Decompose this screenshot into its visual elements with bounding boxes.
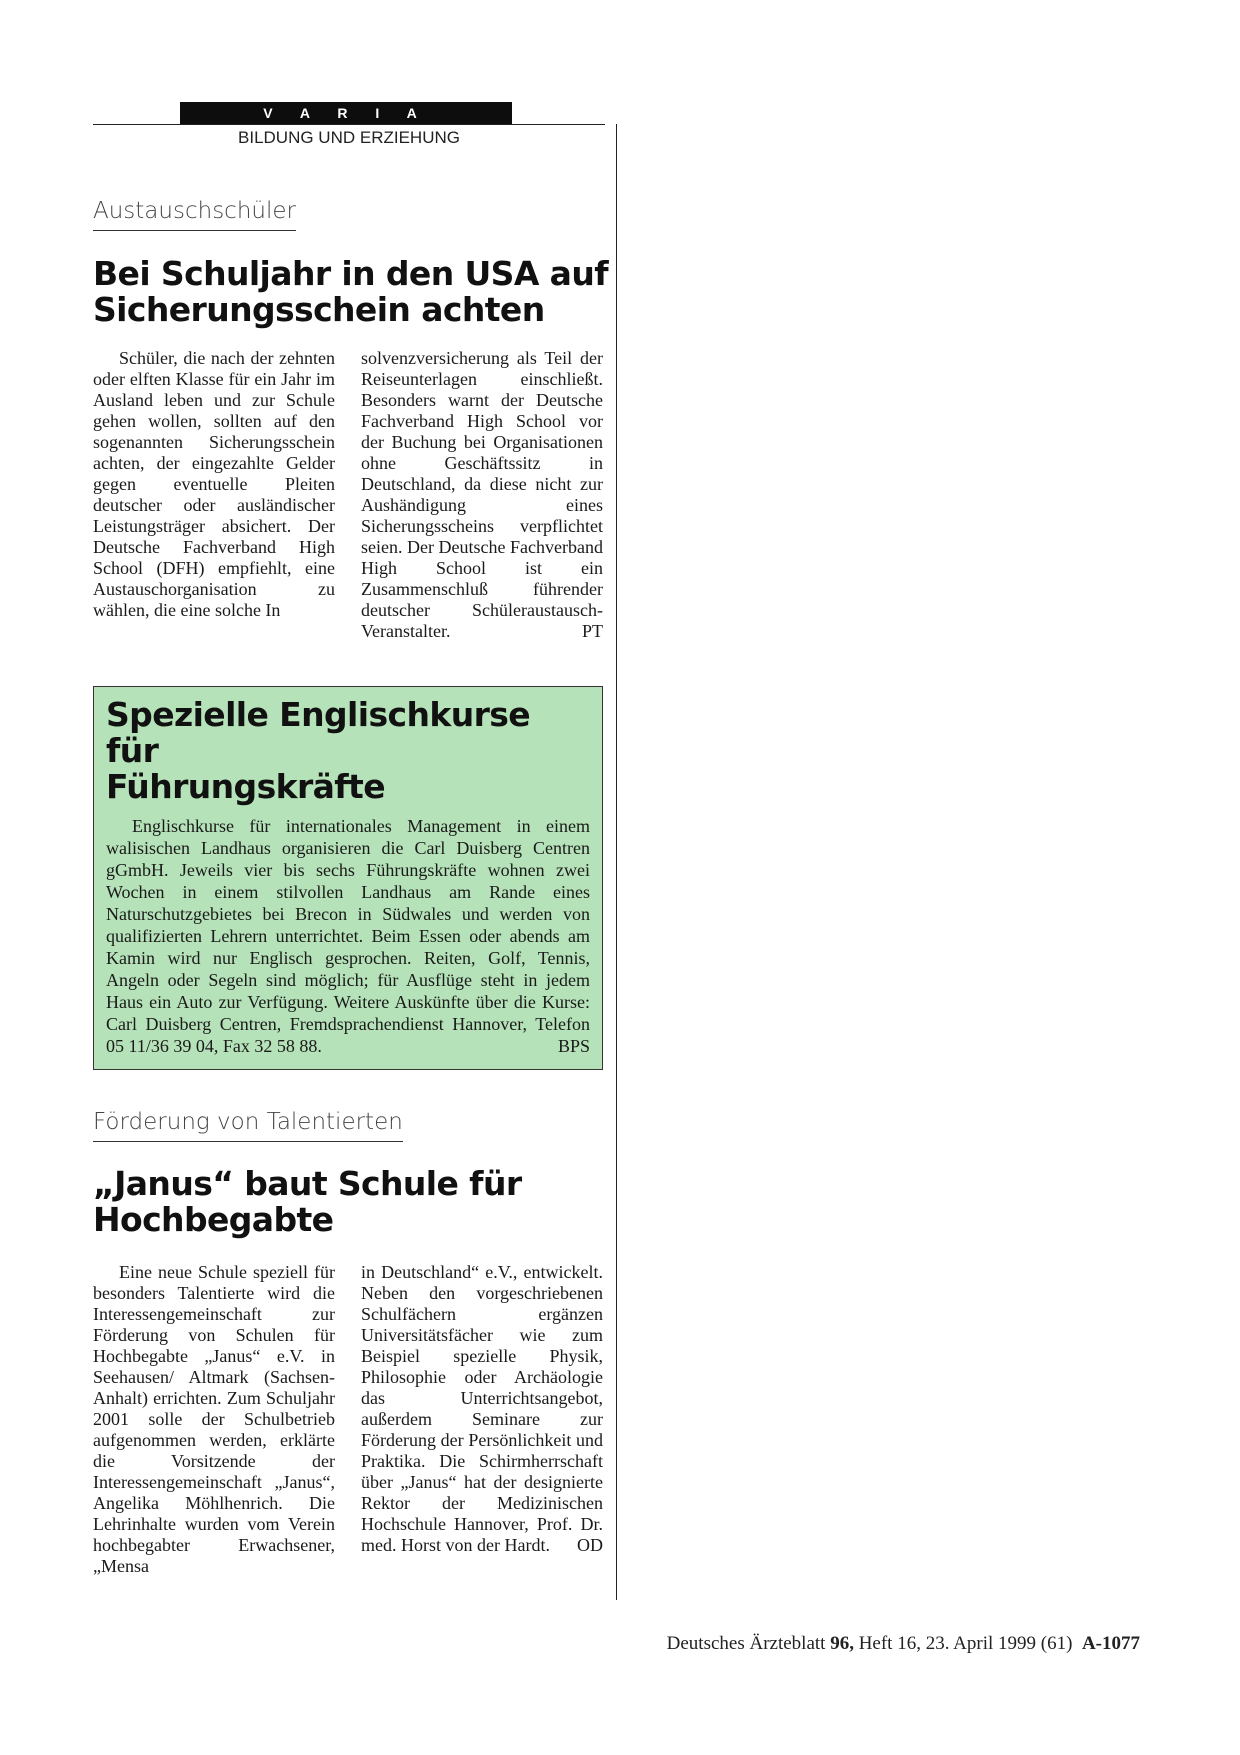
article1-column-1-text: Schüler, die nach der zehnten oder elften Klasse für ein Jahr im Ausland leben und zur Schule gehen wollen, sollten auf den sogenannten Sicherungsschein achten, der eingezahlte Gelder gegen eventuelle Pleiten deutscher oder ausländischer Leistungsträger absichert. Der Deutsche Fachverband High School (DFH) empfiehlt, eine Austauschorganisation zu wählen, die eine solche In: [93, 348, 335, 620]
article2-headline-line1: „Janus“ baut Schule für: [93, 1164, 522, 1203]
article2-headline: [93, 1166, 613, 1238]
article1-kicker: Austauschschüler: [93, 196, 296, 231]
page-footer: [620, 1633, 1140, 1655]
footer-journal: Deutsches Ärzteblatt: [666, 1633, 826, 1654]
article1-headline-line2: Sicherungsschein achten: [93, 290, 545, 329]
article1-column-1: [93, 348, 335, 621]
footer-issue: Heft 16, 23. April 1999 (61): [858, 1633, 1073, 1654]
article2-column-1-text: Eine neue Schule speziell für besonders Talentierte wird die Interessengemeinschaft zur Förderung von Schulen für Hochbegabte „Janus“ e.V. in Seehausen/ Altmark (Sachsen-Anhalt) errichten. Zum Schuljahr 2001 solle der Schulbetrieb aufgenommen werden, erklärte die Vorsitzende der Interessengemeinschaft „Janus“, Angelika Möhlhenrich. Die Lehrinhalte wurden vom Verein hochbegabter Erwachsener, „Mensa: [93, 1262, 335, 1576]
article1-column-2: [361, 348, 603, 642]
column-divider: [616, 124, 617, 1600]
article2-kicker: Förderung von Talentierten: [93, 1107, 403, 1142]
footer-volume: 96,: [830, 1633, 854, 1654]
article2-headline-line2: Hochbegabte: [93, 1200, 334, 1239]
article1-column-2-text: solvenzversicherung als Teil der Reiseunterlagen einschließt. Besonders warnt der Deutsche Fachverband High School vor der Buchung bei Organisationen ohne Geschäftssitz in Deutschland, da diese nicht zur Aushändigung eines Sicherungsscheins verpflichtet seien. Der Deutsche Fachverband High School ist ein Zusammenschluß führender deutscher Schüleraustausch-Veranstalter.: [361, 348, 603, 641]
box-headline: [106, 697, 590, 805]
header-rule: [93, 124, 605, 125]
section-label: BILDUNG UND ERZIEHUNG: [238, 128, 460, 147]
category-bar: V A R I A: [180, 102, 512, 124]
article2-column-2-paragraph: [361, 1262, 603, 1556]
article2-column-2-text: in Deutschland“ e.V., entwickelt. Neben den vorgeschriebenen Schulfächern ergänzen Universitätsfächer wie zum Beispiel spezielle Physik, Philosophie oder Archäologie das Unterrichtsangebot, außerdem Seminare zur Förderung der Persönlichkeit und Praktika. Die Schirmherrschaft über „Janus“ hat der designierte Rektor der Medizinischen Hochschule Hannover, Prof. Dr. med. Horst von der Hardt.: [361, 1262, 603, 1555]
article1-headline: [93, 256, 613, 328]
box-headline-line2: Führungskräfte: [106, 767, 386, 806]
article1-signature: PT: [581, 621, 603, 641]
footer-page-number: A-1077: [1081, 1633, 1140, 1654]
info-box: [93, 686, 603, 1070]
article1-column-2-paragraph: [361, 348, 603, 642]
article2-column-1: [93, 1262, 335, 1577]
box-headline-line1: Spezielle Englischkurse für: [106, 695, 531, 770]
article2-signature: OD: [577, 1535, 603, 1555]
box-paragraph: [106, 815, 590, 1057]
article1-headline-line1: Bei Schuljahr in den USA auf: [93, 254, 608, 293]
box-signature: BPS: [557, 1036, 590, 1056]
box-text: Englischkurse für internationales Management in einem walisischen Landhaus organisieren die Carl Duisberg Centren gGmbH. Jeweils vier bis sechs Führungskräfte wohnen zwei Wochen in einem stilvollen Landhaus am Rande eines Naturschutzgebietes bei Brecon in Südwales und werden von qualifizierten Lehrern unterrichtet. Beim Essen oder abends am Kamin wird nur Englisch gesprochen. Reiten, Golf, Tennis, Angeln oder Segeln sind möglich; für Ausflüge steht in jedem Haus ein Auto zur Verfügung. Weitere Auskünfte über die Kurse: Carl Duisberg Centren, Fremdsprachendienst Hannover, Telefon 05 11/36 39 04, Fax 32 58 88.: [106, 816, 590, 1056]
article2-column-2: [361, 1262, 603, 1556]
